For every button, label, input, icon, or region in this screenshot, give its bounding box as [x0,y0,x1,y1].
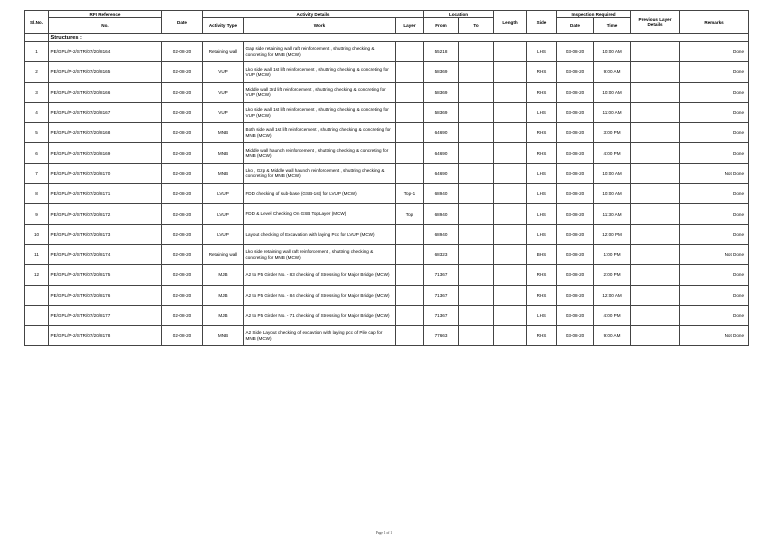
remarks-cell: Done [680,42,749,62]
date-cell: 02-08-20 [162,224,203,244]
header-remarks: Remarks [680,11,749,34]
sl-no-cell: 4 [25,102,49,122]
inspection-time-cell: 4:00 PM [594,143,631,163]
sl-no-cell: 10 [25,224,49,244]
rfi-number-cell: PE/GPL/P-2/STR/07/20/8177 [49,305,162,325]
to-cell [459,42,494,62]
inspection-time-cell: 10:00 AM [594,163,631,183]
previous-layer-cell [631,102,680,122]
from-cell: 58369 [424,82,459,102]
rfi-number-cell: PE/GPL/P-2/STR/07/20/8169 [49,143,162,163]
work-cell: Layout checking of Excavation with laying Pcc for LVUP (MCW) [244,224,396,244]
date-cell: 02-08-20 [162,143,203,163]
previous-layer-cell [631,326,680,346]
side-cell: RHS [527,265,557,285]
length-cell [494,42,527,62]
work-cell: FDD checking of sub-base (GSB-1st) for LVUP (MCW) [244,184,396,204]
inspection-time-cell: 2:00 PM [594,265,631,285]
layer-cell: Top [396,204,424,224]
layer-cell [396,285,424,305]
side-cell: RHS [527,143,557,163]
sl-no-cell: 12 [25,265,49,285]
work-cell: A2 to P5 Girder No. - 71 checking of Stressing for Major Bridge (MCW) [244,305,396,325]
previous-layer-cell [631,285,680,305]
header-location: Location [424,11,494,18]
activity-type-cell: MNB [203,123,244,143]
length-cell [494,62,527,82]
sl-no-cell: 3 [25,82,49,102]
table-row [25,82,749,102]
from-cell: 71367 [424,305,459,325]
remarks-cell: Done [680,143,749,163]
activity-type-cell: LVUP [203,204,244,224]
table-row [25,42,749,62]
layer-cell [396,102,424,122]
side-cell: LHS [527,204,557,224]
activity-type-cell: LVUP [203,224,244,244]
header-activity-details: Activity Details [203,11,424,18]
previous-layer-cell [631,143,680,163]
rfi-number-cell: PE/GPL/P-2/STR/07/20/8164 [49,42,162,62]
work-cell: Middle wall 3rd lift reinforcement , shuttring checking & concreting for VUP (MCW) [244,82,396,102]
table-row [25,143,749,163]
inspection-time-cell: 10:00 AM [594,82,631,102]
table-row [25,265,749,285]
side-cell: LHS [527,42,557,62]
inspection-time-cell: 10:00 AM [594,184,631,204]
to-cell [459,82,494,102]
layer-cell [396,163,424,183]
rfi-number-cell: PE/GPL/P-2/STR/07/20/8174 [49,244,162,264]
to-cell [459,123,494,143]
inspection-date-cell: 03-08-20 [557,285,594,305]
activity-type-cell: VUP [203,82,244,102]
side-cell: RHS [527,326,557,346]
to-cell [459,143,494,163]
length-cell [494,82,527,102]
previous-layer-cell [631,163,680,183]
table-row [25,62,749,82]
length-cell [494,224,527,244]
header-rfi-reference: RFI Reference [49,11,162,18]
sl-no-cell: 2 [25,62,49,82]
from-cell: 64690 [424,163,459,183]
remarks-cell: Not Done [680,163,749,183]
page-footer: Page 1 of 1 [375,531,393,535]
header-inspection-date: Date [557,18,594,34]
header-date: Date [162,11,203,34]
to-cell [459,265,494,285]
to-cell [459,204,494,224]
activity-type-cell: VUP [203,62,244,82]
work-cell: A2 to P5 Girder No. - 83 checking of Stressing for Major Bridge (MCW) [244,265,396,285]
to-cell [459,305,494,325]
length-cell [494,204,527,224]
header-layer: Layer [396,18,424,34]
side-cell: LHS [527,184,557,204]
inspection-time-cell: 9:00 AM [594,326,631,346]
inspection-date-cell: 03-08-20 [557,102,594,122]
previous-layer-cell [631,244,680,264]
layer-cell [396,62,424,82]
from-cell: 58369 [424,102,459,122]
remarks-cell: Done [680,123,749,143]
side-cell: RHS [527,285,557,305]
side-cell: BHS [527,244,557,264]
table-row [25,184,749,204]
table-row [25,163,749,183]
work-cell: Gap side retaining wall raft reinforcement , shuttring checking & concreting for MNB (MCW) [244,42,396,62]
side-cell: LHS [527,102,557,122]
work-cell: Lko , Gzp & Middle wall haunch reinforcement , shuttring checking & concreting for MNB (MCW) [244,163,396,183]
activity-type-cell: MNB [203,326,244,346]
date-cell: 02-08-20 [162,204,203,224]
work-cell: Middle wall haunch reinforcement , shuttring checking & concreting for MNB (MCW) [244,143,396,163]
layer-cell [396,82,424,102]
rfi-number-cell: PE/GPL/P-2/STR/07/20/8165 [49,62,162,82]
date-cell: 02-08-20 [162,285,203,305]
sl-no-cell: 7 [25,163,49,183]
inspection-date-cell: 03-08-20 [557,326,594,346]
length-cell [494,265,527,285]
remarks-cell: Done [680,305,749,325]
side-cell: RHS [527,62,557,82]
sl-no-cell: 8 [25,184,49,204]
length-cell [494,244,527,264]
rfi-number-cell: PE/GPL/P-2/STR/07/20/8171 [49,184,162,204]
header-from: From [424,18,459,34]
layer-cell [396,326,424,346]
work-cell: Lko side wall 1st lift reinforcement , shuttring checking & concreting for VUP (MCW) [244,62,396,82]
rfi-number-cell: PE/GPL/P-2/STR/07/20/8168 [49,123,162,143]
previous-layer-cell [631,123,680,143]
inspection-time-cell: 12:00 AM [594,285,631,305]
date-cell: 02-08-20 [162,62,203,82]
layer-cell: Top-1 [396,184,424,204]
sl-no-cell [25,285,49,305]
length-cell [494,184,527,204]
rfi-number-cell: PE/GPL/P-2/STR/07/20/8167 [49,102,162,122]
layer-cell [396,244,424,264]
from-cell: 71367 [424,285,459,305]
rfi-report-sheet [24,10,748,346]
inspection-date-cell: 03-08-20 [557,204,594,224]
inspection-time-cell: 3:00 PM [594,123,631,143]
inspection-time-cell: 10:00 AM [594,42,631,62]
table-row [25,244,749,264]
table-row [25,285,749,305]
layer-cell [396,143,424,163]
from-cell: 68940 [424,224,459,244]
length-cell [494,102,527,122]
section-label: Structures : [49,34,749,42]
from-cell: 68940 [424,184,459,204]
sl-no-cell [25,326,49,346]
length-cell [494,143,527,163]
date-cell: 02-08-20 [162,102,203,122]
from-cell: 77663 [424,326,459,346]
activity-type-cell: VUP [203,102,244,122]
to-cell [459,285,494,305]
header-length: Length [494,11,527,34]
remarks-cell: Not Done [680,244,749,264]
inspection-date-cell: 03-08-20 [557,163,594,183]
previous-layer-cell [631,204,680,224]
remarks-cell: Done [680,184,749,204]
date-cell: 02-08-20 [162,123,203,143]
from-cell: 68940 [424,204,459,224]
activity-type-cell: MNB [203,143,244,163]
header-side: Side [527,11,557,34]
layer-cell [396,265,424,285]
work-cell: A2 Side Layout checking of excavtion with laying pcc of Pile cap for MNB (MCW) [244,326,396,346]
layer-cell [396,42,424,62]
sl-no-cell: 9 [25,204,49,224]
side-cell: LHS [527,305,557,325]
from-cell: 64690 [424,123,459,143]
work-cell: Lko side retaining wall raft reinforcement , shuttring checking & concreting for MNB (MCW) [244,244,396,264]
from-cell: 68323 [424,244,459,264]
header-previous-layer-details: Previous Layer Details [631,11,680,34]
inspection-time-cell: 11:30 AM [594,204,631,224]
rfi-number-cell: PE/GPL/P-2/STR/07/20/8178 [49,326,162,346]
header-no: No. [49,18,162,34]
table-row [25,123,749,143]
table-row [25,204,749,224]
inspection-date-cell: 03-08-20 [557,62,594,82]
header-to: To [459,18,494,34]
rfi-number-cell: PE/GPL/P-2/STR/07/20/8173 [49,224,162,244]
from-cell: 64690 [424,143,459,163]
previous-layer-cell [631,42,680,62]
work-cell: Both side wall 1st lift reinforcement , shuttring checking & concreting for MNB (MCW) [244,123,396,143]
inspection-date-cell: 03-08-20 [557,42,594,62]
remarks-cell: Done [680,265,749,285]
from-cell: 71367 [424,265,459,285]
activity-type-cell: MNB [203,163,244,183]
inspection-date-cell: 03-08-20 [557,224,594,244]
date-cell: 02-08-20 [162,326,203,346]
previous-layer-cell [631,265,680,285]
from-cell: 58369 [424,62,459,82]
to-cell [459,102,494,122]
previous-layer-cell [631,305,680,325]
previous-layer-cell [631,224,680,244]
sl-no-cell: 6 [25,143,49,163]
inspection-date-cell: 03-08-20 [557,244,594,264]
side-cell: RHS [527,123,557,143]
table-row [25,224,749,244]
inspection-date-cell: 03-08-20 [557,82,594,102]
remarks-cell: Done [680,285,749,305]
remarks-cell: Done [680,62,749,82]
date-cell: 02-08-20 [162,265,203,285]
activity-type-cell: MJB [203,265,244,285]
inspection-time-cell: 9:00 AM [594,62,631,82]
side-cell: RHS [527,82,557,102]
length-cell [494,163,527,183]
activity-type-cell: LVUP [203,184,244,204]
inspection-time-cell: 12:00 PM [594,224,631,244]
inspection-time-cell: 11:00 AM [594,102,631,122]
rfi-number-cell: PE/GPL/P-2/STR/07/20/8172 [49,204,162,224]
rfi-number-cell: PE/GPL/P-2/STR/07/20/8166 [49,82,162,102]
table-row [25,305,749,325]
work-cell: Lko side wall 1st lift reinforcement , shuttring checking & concreting for VUP (MCW) [244,102,396,122]
work-cell: A2 to P5 Girder No. - 84 checking of Stressing for Major Bridge (MCW) [244,285,396,305]
length-cell [494,326,527,346]
date-cell: 02-08-20 [162,82,203,102]
date-cell: 02-08-20 [162,42,203,62]
work-cell: FDD & Level Checking On GSB TopLayer (MCW) [244,204,396,224]
side-cell: LHS [527,163,557,183]
sl-no-cell: 11 [25,244,49,264]
header-sl-no: Sl.No. [25,11,49,34]
activity-type-cell: Retaining wall [203,244,244,264]
to-cell [459,244,494,264]
sl-no-cell: 1 [25,42,49,62]
layer-cell [396,224,424,244]
sl-no-cell: 5 [25,123,49,143]
previous-layer-cell [631,82,680,102]
table-row [25,102,749,122]
to-cell [459,163,494,183]
previous-layer-cell [631,62,680,82]
to-cell [459,184,494,204]
remarks-cell: Not Done [680,326,749,346]
inspection-date-cell: 03-08-20 [557,305,594,325]
rfi-number-cell: PE/GPL/P-2/STR/07/20/8176 [49,285,162,305]
date-cell: 02-08-20 [162,305,203,325]
date-cell: 02-08-20 [162,244,203,264]
rfi-number-cell: PE/GPL/P-2/STR/07/20/8175 [49,265,162,285]
inspection-date-cell: 03-08-20 [557,265,594,285]
previous-layer-cell [631,184,680,204]
activity-type-cell: Retaining wall [203,42,244,62]
header-work: Work [244,18,396,34]
rfi-table [24,10,749,346]
inspection-date-cell: 03-08-20 [557,184,594,204]
remarks-cell: Done [680,102,749,122]
to-cell [459,224,494,244]
side-cell: LHS [527,224,557,244]
length-cell [494,305,527,325]
date-cell: 02-08-20 [162,184,203,204]
sl-no-cell [25,305,49,325]
header-inspection-time: Time [594,18,631,34]
date-cell: 02-08-20 [162,163,203,183]
activity-type-cell: MJB [203,285,244,305]
to-cell [459,326,494,346]
inspection-date-cell: 03-08-20 [557,143,594,163]
rfi-number-cell: PE/GPL/P-2/STR/07/20/8170 [49,163,162,183]
length-cell [494,285,527,305]
inspection-time-cell: 4:00 PM [594,305,631,325]
remarks-cell: Done [680,224,749,244]
from-cell: 55218 [424,42,459,62]
inspection-time-cell: 1:00 PM [594,244,631,264]
table-row [25,326,749,346]
activity-type-cell: MJB [203,305,244,325]
remarks-cell: Done [680,82,749,102]
layer-cell [396,123,424,143]
layer-cell [396,305,424,325]
inspection-date-cell: 03-08-20 [557,123,594,143]
header-inspection-required: Inspection Required [557,11,631,18]
length-cell [494,123,527,143]
to-cell [459,62,494,82]
remarks-cell: Done [680,204,749,224]
header-activity-type: Activity Type [203,18,244,34]
